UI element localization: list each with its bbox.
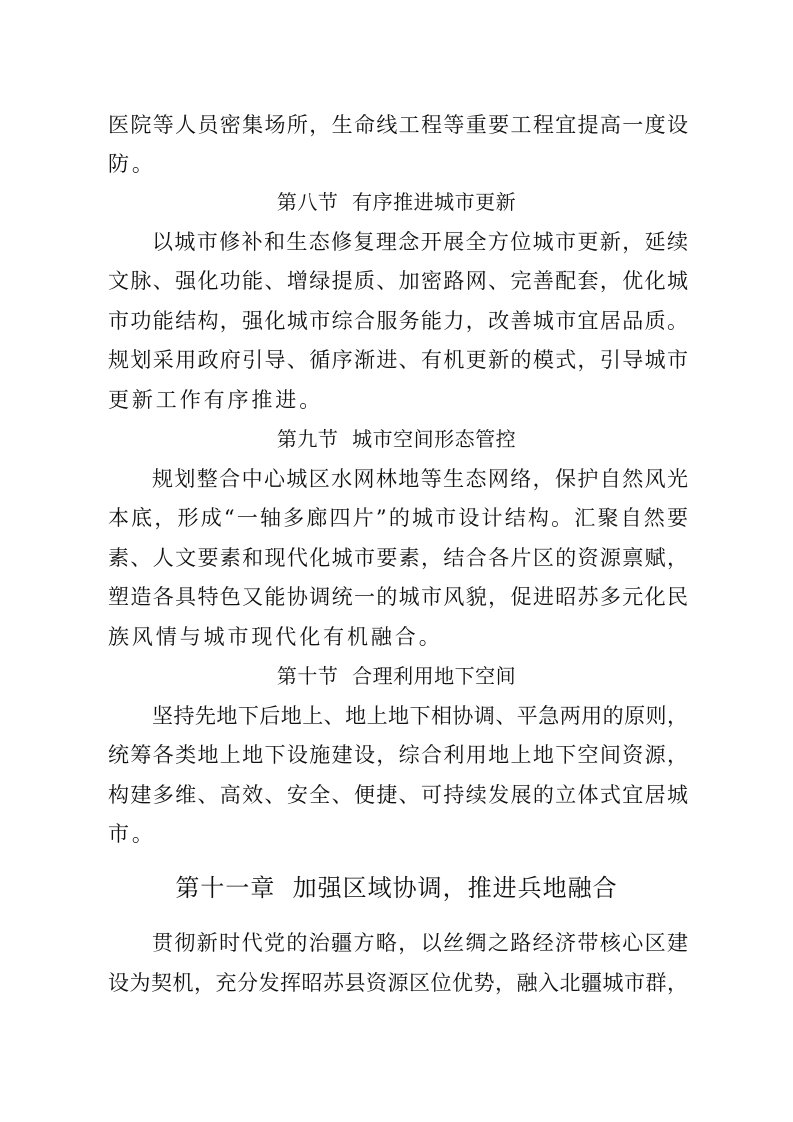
paragraph-line: 族风情与城市现代化有机融合。 <box>108 625 443 649</box>
paragraph-line: 塑造各具特色又能协调统一的城市风貌，促进昭苏多元化民 <box>108 585 688 609</box>
paragraph-line: 坚持先地下后地上、地上地下相协调、平急两用的原则， <box>152 704 688 728</box>
section-heading: 第九节 城市空间形态管控 <box>276 427 517 451</box>
paragraph-line: 以城市修补和生态修复理念开展全方位城市更新，延续 <box>152 230 688 254</box>
paragraph-line: 市。 <box>108 822 156 846</box>
paragraph-line: 统筹各类地上地下设施建设，综合利用地上地下空间资源， <box>108 743 688 767</box>
paragraph-line: 构建多维、高效、安全、便捷、可持续发展的立体式宜居城 <box>108 783 688 807</box>
section-heading: 第八节 有序推进城市更新 <box>276 190 517 214</box>
section-heading: 第十节 合理利用地下空间 <box>276 664 517 688</box>
paragraph-line: 更新工作有序推进。 <box>108 388 324 412</box>
paragraph-line: 本底，形成“一轴多廊四片”的城市设计结构。汇聚自然要 <box>108 506 688 530</box>
paragraph-line: 文脉、强化功能、增绿提质、加密路网、完善配套，优化城 <box>108 269 688 293</box>
paragraph-line: 规划采用政府引导、循序渐进、有机更新的模式，引导城市 <box>108 348 688 372</box>
paragraph-line: 防。 <box>108 152 156 176</box>
paragraph-line: 规划整合中心城区水网林地等生态网络，保护自然风光 <box>152 467 688 491</box>
paragraph-line: 医院等人员密集场所，生命线工程等重要工程宜提高一度设 <box>108 113 688 137</box>
paragraph-line: 贯彻新时代党的治疆方略，以丝绸之路经济带核心区建 <box>152 931 688 955</box>
paragraph-line: 市功能结构，强化城市综合服务能力，改善城市宜居品质。 <box>108 309 688 333</box>
paragraph-line: 素、人文要素和现代化城市要素，结合各片区的资源禀赋， <box>108 546 688 570</box>
chapter-heading: 第十一章 加强区域协调，推进兵地融合 <box>175 874 618 902</box>
paragraph-line: 设为契机，充分发挥昭苏县资源区位优势，融入北疆城市群， <box>108 971 688 995</box>
